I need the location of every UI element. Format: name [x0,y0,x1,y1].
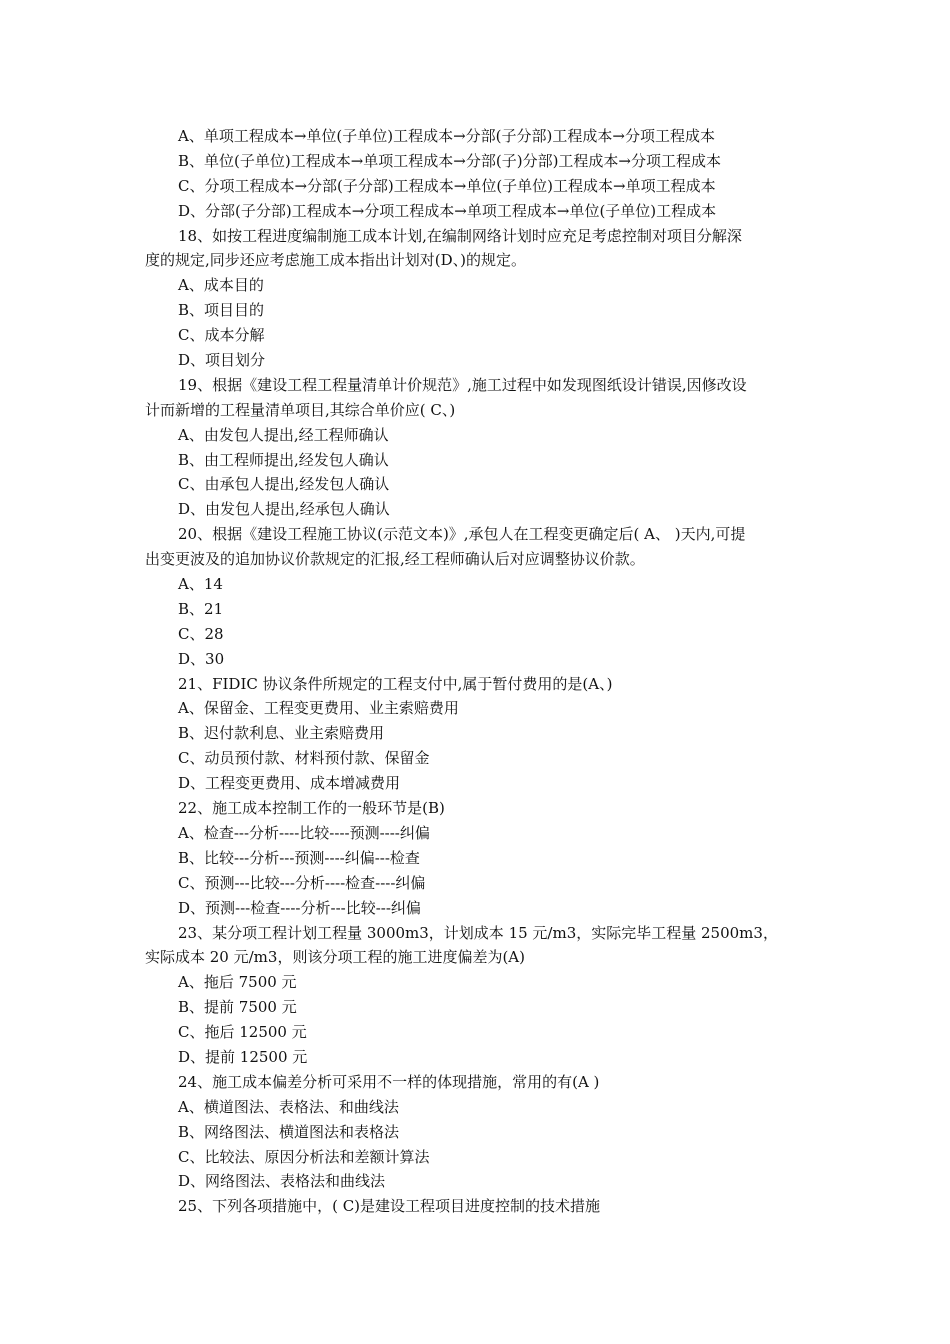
question-continuation-line: 出变更波及的追加协议价款规定的汇报,经工程师确认后对应调整协议价款。 [145,550,645,569]
option-line: B、项目目的 [178,301,265,320]
option-line: D、项目划分 [178,351,266,370]
option-line: C、动员预付款、材料预付款、保留金 [178,749,430,768]
question-line: 19、根据《建设工程工程量清单计价规范》,施工过程中如发现图纸设计错误,因修改设 [178,375,747,394]
option-line: B、网络图法、横道图法和表格法 [178,1122,400,1141]
option-line: A、检查---分析----比较----预测----纠偏 [178,823,430,842]
option-line: A、横道图法、表格法、和曲线法 [178,1097,399,1116]
option-line: D、提前 12500 元 [178,1047,308,1066]
question-line: 22、施工成本控制工作的一般环节是(B) [178,799,445,818]
option-line: A、14 [178,575,223,594]
option-line: A、由发包人提出,经工程师确认 [178,425,389,444]
option-line: B、21 [178,599,224,618]
question-continuation-line: 实际成本 20 元/m3，则该分项工程的施工进度偏差为(A) [145,948,525,967]
option-line: A、成本目的 [178,276,264,295]
option-line: A、拖后 7500 元 [178,973,297,992]
question-line: 20、根据《建设工程施工协议(示范文本)》,承包人在工程变更确定后( A、 )天内,可提 [178,525,746,544]
option-line: C、比较法、原因分析法和差额计算法 [178,1147,430,1166]
option-line: B、提前 7500 元 [178,998,297,1017]
option-line: D、预测---检查----分析---比较---纠偏 [178,898,421,917]
question-line: 21、FIDIC 协议条件所规定的工程支付中,属于暂付费用的是(A、) [178,674,613,693]
option-line: B、比较---分析---预测----纠偏---检查 [178,848,420,867]
option-line: D、工程变更费用、成本增减费用 [178,774,401,793]
question-line: 24、施工成本偏差分析可采用不一样的体现措施，常用的有(A ) [178,1072,600,1091]
option-line: A、保留金、工程变更费用、业主索赔费用 [178,699,459,718]
option-line: B、单位(子单位)工程成本→单项工程成本→分部(子)分部)工程成本→分项工程成本 [178,151,721,170]
option-line: C、分项工程成本→分部(子分部)工程成本→单位(子单位)工程成本→单项工程成本 [178,176,716,195]
question-line: 25、下列各项措施中，( C)是建设工程项目进度控制的技术措施 [178,1197,601,1216]
question-line: 18、如按工程进度编制施工成本计划,在编制网络计划时应充足考虑控制对项目分解深 [178,226,742,245]
option-line: C、拖后 12500 元 [178,1023,307,1042]
option-line: D、30 [178,649,225,668]
document-page [145,124,810,1219]
option-line: B、由工程师提出,经发包人确认 [178,450,389,469]
option-line: D、网络图法、表格法和曲线法 [178,1172,386,1191]
option-line: B、迟付款利息、业主索赔费用 [178,724,385,743]
option-line: C、预测---比较---分析----检查----纠偏 [178,873,426,892]
question-continuation-line: 度的规定,同步还应考虑施工成本指出计划对(D、)的规定。 [145,251,527,270]
question-continuation-line: 计而新增的工程量清单项目,其综合单价应( C、) [145,400,456,419]
option-line: C、成本分解 [178,326,265,345]
option-line: A、单项工程成本→单位(子单位)工程成本→分部(子分部)工程成本→分项工程成本 [178,127,715,145]
option-line: C、由承包人提出,经发包人确认 [178,475,390,494]
option-line: D、由发包人提出,经承包人确认 [178,500,390,519]
option-line: C、28 [178,624,224,643]
option-line: D、分部(子分部)工程成本→分项工程成本→单项工程成本→单位(子单位)工程成本 [178,201,717,220]
question-line: 23、某分项工程计划工程量 3000m3，计划成本 15 元/m3，实际完毕工程量 2500m3， [178,923,778,942]
